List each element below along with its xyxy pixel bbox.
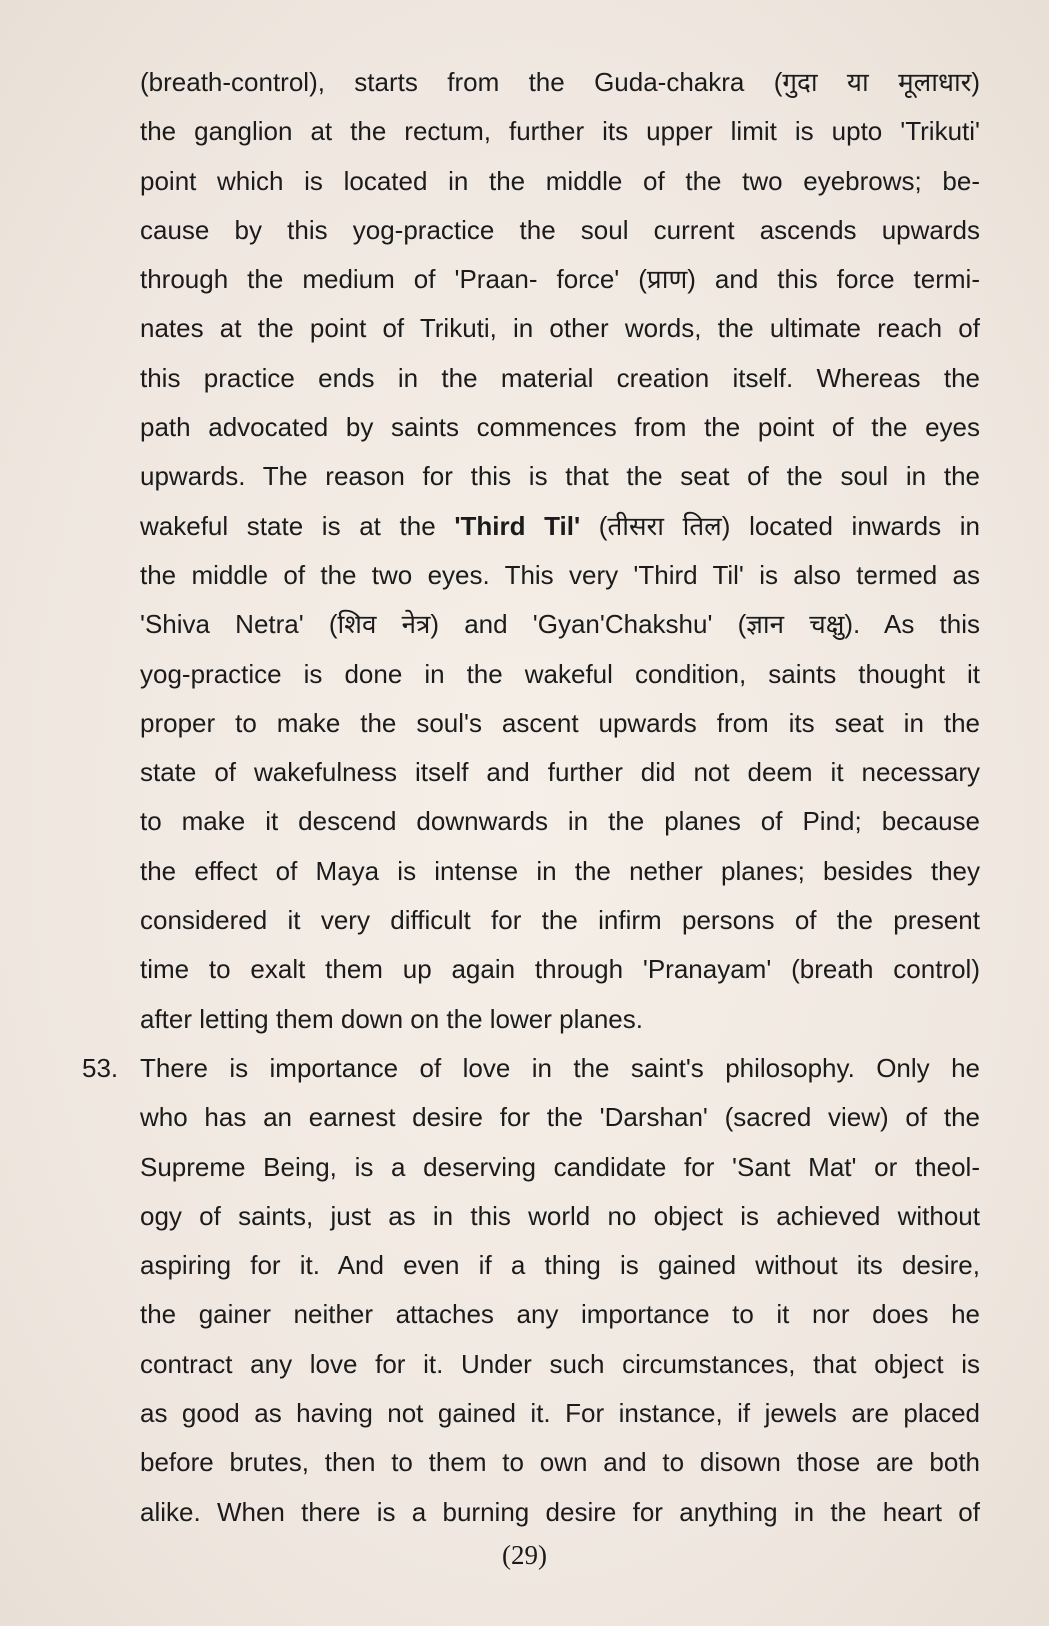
text-line: path advocated by saints commences from the point of the eyes bbox=[140, 412, 980, 443]
text-line: the middle of the two eyes. This very 'Third Til' is also termed as bbox=[140, 559, 980, 590]
text-line: (breath-control), starts from the Guda-chakra (गुदा या मूलाधार) bbox=[140, 67, 980, 97]
text-line: through the medium of 'Praan- force' (प्राण) and this force termi- bbox=[140, 264, 980, 295]
text-segment: wakeful state is at the bbox=[140, 510, 455, 541]
text-line: point which is located in the middle of the two eyebrows; be- bbox=[140, 165, 980, 196]
text-line: nates at the point of Trikuti, in other words, the ultimate reach of bbox=[140, 313, 980, 344]
continued-paragraph bbox=[82, 58, 980, 1044]
text-line: before brutes, then to them to own and to disown those are both bbox=[140, 1447, 980, 1478]
text-line: time to exalt them up again through 'Pranayam' (breath control) bbox=[140, 954, 980, 985]
text-line: after letting them down on the lower planes. bbox=[140, 1003, 643, 1034]
text-line: contract any love for it. Under such circumstances, that object is bbox=[140, 1348, 980, 1379]
text-line: to make it descend downwards in the planes of Pind; because bbox=[140, 806, 980, 837]
text-line: as good as having not gained it. For instance, if jewels are placed bbox=[140, 1398, 980, 1429]
text-line: cause by this yog-practice the soul current ascends upwards bbox=[140, 214, 980, 245]
text-line: the effect of Maya is intense in the nether planes; besides they bbox=[140, 855, 980, 886]
third-til-term: 'Third Til' bbox=[454, 510, 581, 541]
text-line: aspiring for it. And even if a thing is gained without its desire, bbox=[140, 1250, 980, 1281]
body-text bbox=[82, 58, 980, 1537]
text-line: alike. When there is a burning desire for anything in the heart of bbox=[140, 1496, 980, 1527]
text-line: yog-practice is done in the wakeful condition, saints thought it bbox=[140, 658, 980, 689]
text-line: proper to make the soul's ascent upwards from its seat in the bbox=[140, 707, 980, 738]
text-line: There is importance of love in the saint's philosophy. Only he bbox=[140, 1052, 980, 1083]
text-line: the gainer neither attaches any importance to it nor does he bbox=[140, 1299, 980, 1330]
paragraph-number: 53. bbox=[82, 1052, 119, 1083]
text-line: this practice ends in the material creation itself. Whereas the bbox=[140, 362, 980, 393]
text-line: ogy of saints, just as in this world no object is achieved without bbox=[140, 1200, 980, 1231]
text-line: 'Shiva Netra' (शिव नेत्र) and 'Gyan'Chakshu' (ज्ञान चक्षु). As this bbox=[140, 609, 980, 640]
text-line: upwards. The reason for this is that the seat of the soul in the bbox=[140, 461, 980, 492]
text-line: state of wakefulness itself and further did not deem it necessary bbox=[140, 757, 980, 788]
text-line: who has an earnest desire for the 'Darshan' (sacred view) of the bbox=[140, 1102, 980, 1133]
text-line: the ganglion at the rectum, further its upper limit is upto 'Trikuti' bbox=[140, 116, 980, 147]
paragraph-53 bbox=[82, 1044, 980, 1537]
text-segment: (तीसरा तिल) located inwards in bbox=[580, 510, 980, 541]
text-line-third-til bbox=[82, 502, 980, 551]
page-number: (29) bbox=[502, 1540, 547, 1570]
text-line: considered it very difficult for the infirm persons of the present bbox=[140, 905, 980, 936]
text-line: Supreme Being, is a deserving candidate for 'Sant Mat' or theol- bbox=[140, 1151, 980, 1182]
